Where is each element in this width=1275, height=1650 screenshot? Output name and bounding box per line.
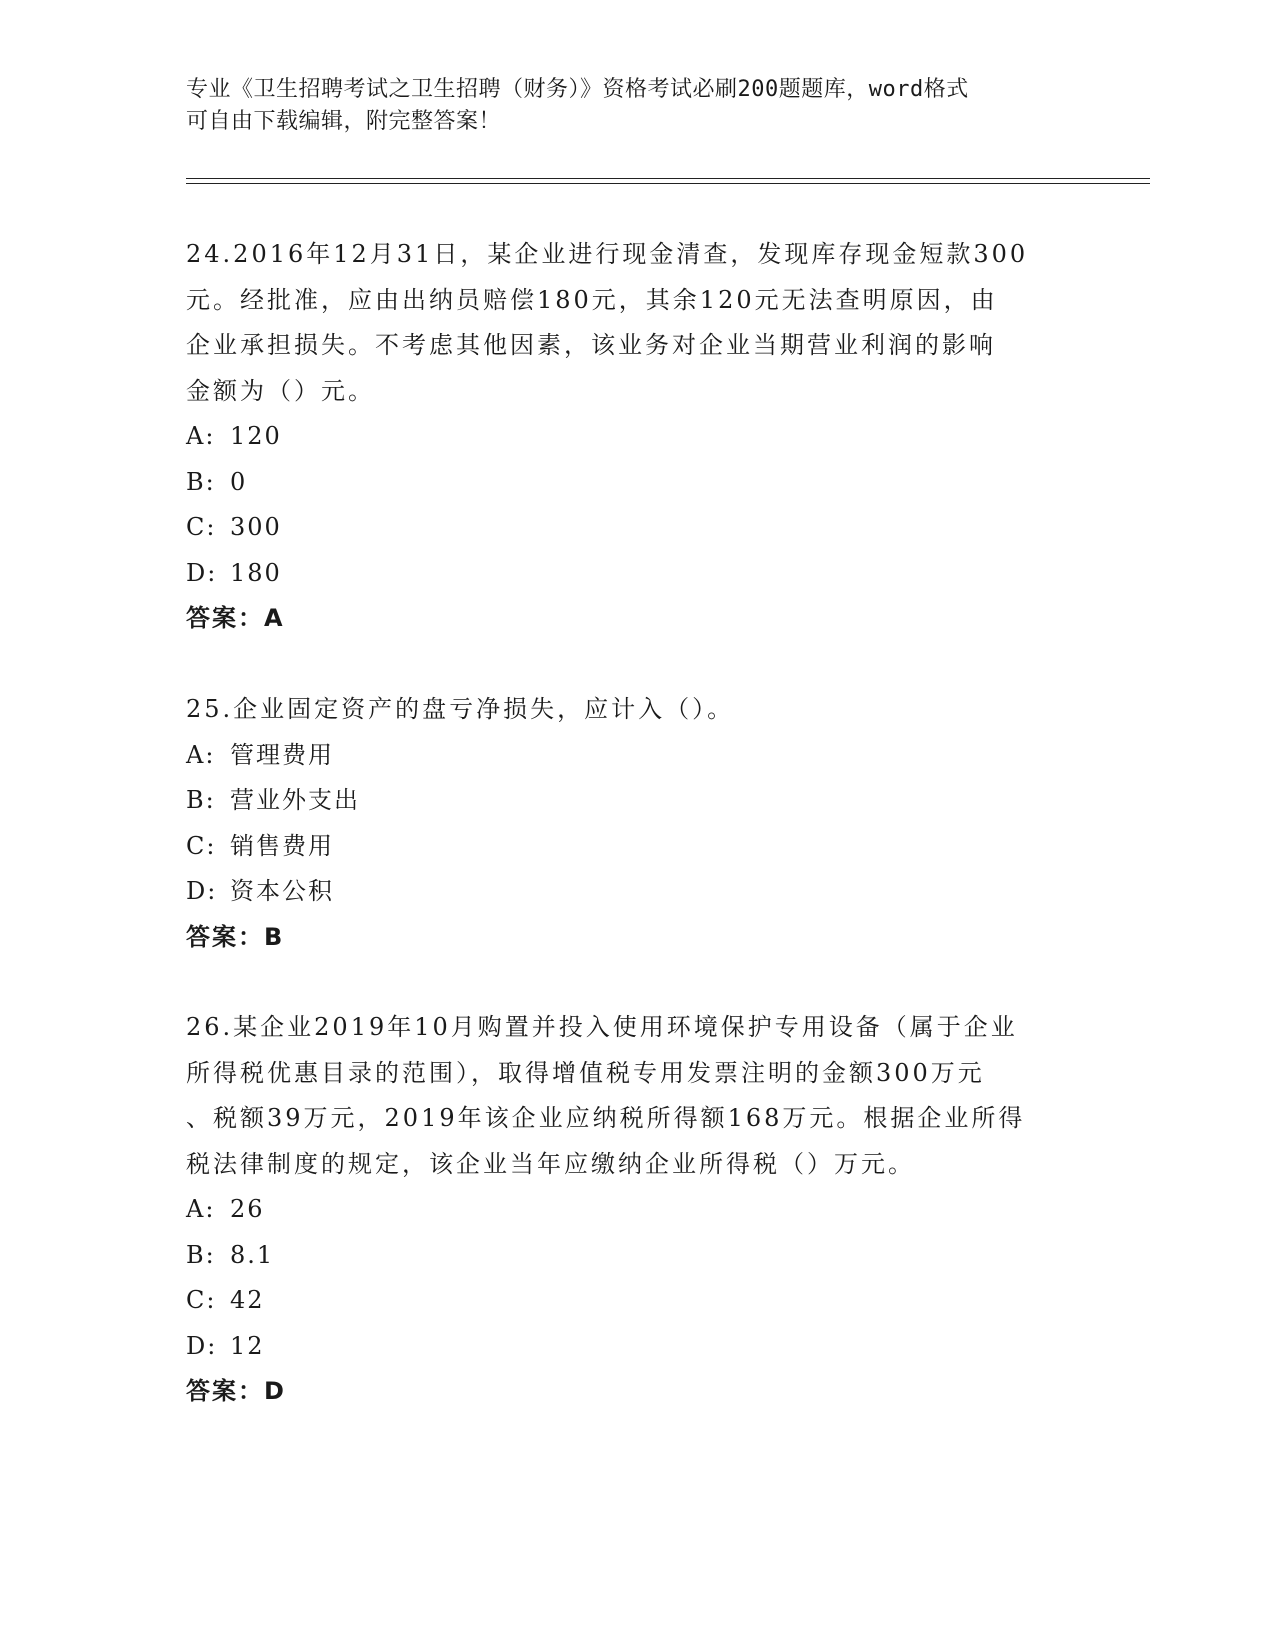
option-a bbox=[186, 733, 1086, 779]
question-text-line: 24.2016年12月31日，某企业进行现金清查，发现库存现金短款300 bbox=[186, 240, 1029, 268]
option-a bbox=[186, 1187, 1086, 1233]
option-a bbox=[186, 414, 1086, 460]
option-text: 300 bbox=[230, 513, 282, 541]
question-text-line: 所得税优惠目录的范围），取得增值税专用发票注明的金额300万元 bbox=[186, 1058, 985, 1087]
question-text-line: 企业承担损失。不考虑其他因素，该业务对企业当期营业利润的影响 bbox=[186, 331, 996, 359]
header-line-1: 专业《卫生招聘考试之卫生招聘（财务）》资格考试必刷200题题库，word格式 bbox=[186, 77, 969, 102]
option-text: 26 bbox=[230, 1195, 265, 1223]
option-text: 12 bbox=[230, 1331, 265, 1360]
option-text: 营业外支出 bbox=[230, 786, 360, 814]
header-divider-bottom bbox=[186, 183, 1150, 184]
option-letter: B: bbox=[186, 786, 216, 814]
option-letter: D: bbox=[186, 877, 218, 905]
option-text: 8.1 bbox=[230, 1240, 275, 1269]
header-line-2: 可自由下载编辑，附完整答案！ bbox=[186, 109, 502, 134]
option-c bbox=[186, 824, 1086, 870]
option-text: 180 bbox=[230, 558, 282, 587]
question-26 bbox=[186, 1005, 1086, 1415]
answer-label: 答案：A bbox=[186, 604, 285, 632]
option-b bbox=[186, 460, 1086, 506]
document-header bbox=[186, 74, 1066, 138]
answer-label: 答案：D bbox=[186, 1377, 286, 1405]
option-c bbox=[186, 1278, 1086, 1324]
option-b bbox=[186, 778, 1086, 824]
question-text-line: 金额为（）元。 bbox=[186, 376, 375, 405]
answer-label: 答案：B bbox=[186, 922, 285, 951]
option-letter: B: bbox=[186, 467, 216, 496]
option-d bbox=[186, 869, 1086, 915]
option-letter: A: bbox=[186, 422, 216, 450]
question-text-line: 税法律制度的规定，该企业当年应缴纳企业所得税（）万元。 bbox=[186, 1149, 915, 1178]
option-text: 资本公积 bbox=[230, 877, 334, 905]
option-d bbox=[186, 551, 1086, 597]
option-d bbox=[186, 1324, 1086, 1370]
question-25 bbox=[186, 687, 1086, 960]
option-text: 42 bbox=[230, 1286, 265, 1314]
option-text: 管理费用 bbox=[230, 740, 334, 769]
option-letter: C: bbox=[186, 513, 217, 541]
question-text-line: 25.企业固定资产的盘亏净损失，应计入（）。 bbox=[186, 695, 735, 723]
question-text-line: 元。经批准，应由出纳员赔偿180元，其余120元无法查明原因，由 bbox=[186, 285, 998, 314]
option-text: 销售费用 bbox=[230, 831, 334, 860]
option-text: 120 bbox=[230, 422, 282, 450]
option-letter: A: bbox=[186, 740, 216, 769]
option-letter: D: bbox=[186, 1331, 218, 1360]
option-letter: A: bbox=[186, 1195, 216, 1223]
option-c bbox=[186, 505, 1086, 551]
option-letter: B: bbox=[186, 1240, 216, 1269]
option-letter: C: bbox=[186, 1286, 217, 1314]
question-24 bbox=[186, 232, 1086, 642]
question-text-line: 、税额39万元，2019年该企业应纳税所得额168万元。根据企业所得 bbox=[186, 1104, 1026, 1132]
option-letter: D: bbox=[186, 558, 218, 587]
question-text-line: 26.某企业2019年10月购置并投入使用环境保护专用设备（属于企业 bbox=[186, 1013, 1018, 1041]
option-b bbox=[186, 1233, 1086, 1279]
header-divider-top bbox=[186, 178, 1150, 179]
option-letter: C: bbox=[186, 831, 217, 860]
option-text: 0 bbox=[230, 467, 248, 496]
